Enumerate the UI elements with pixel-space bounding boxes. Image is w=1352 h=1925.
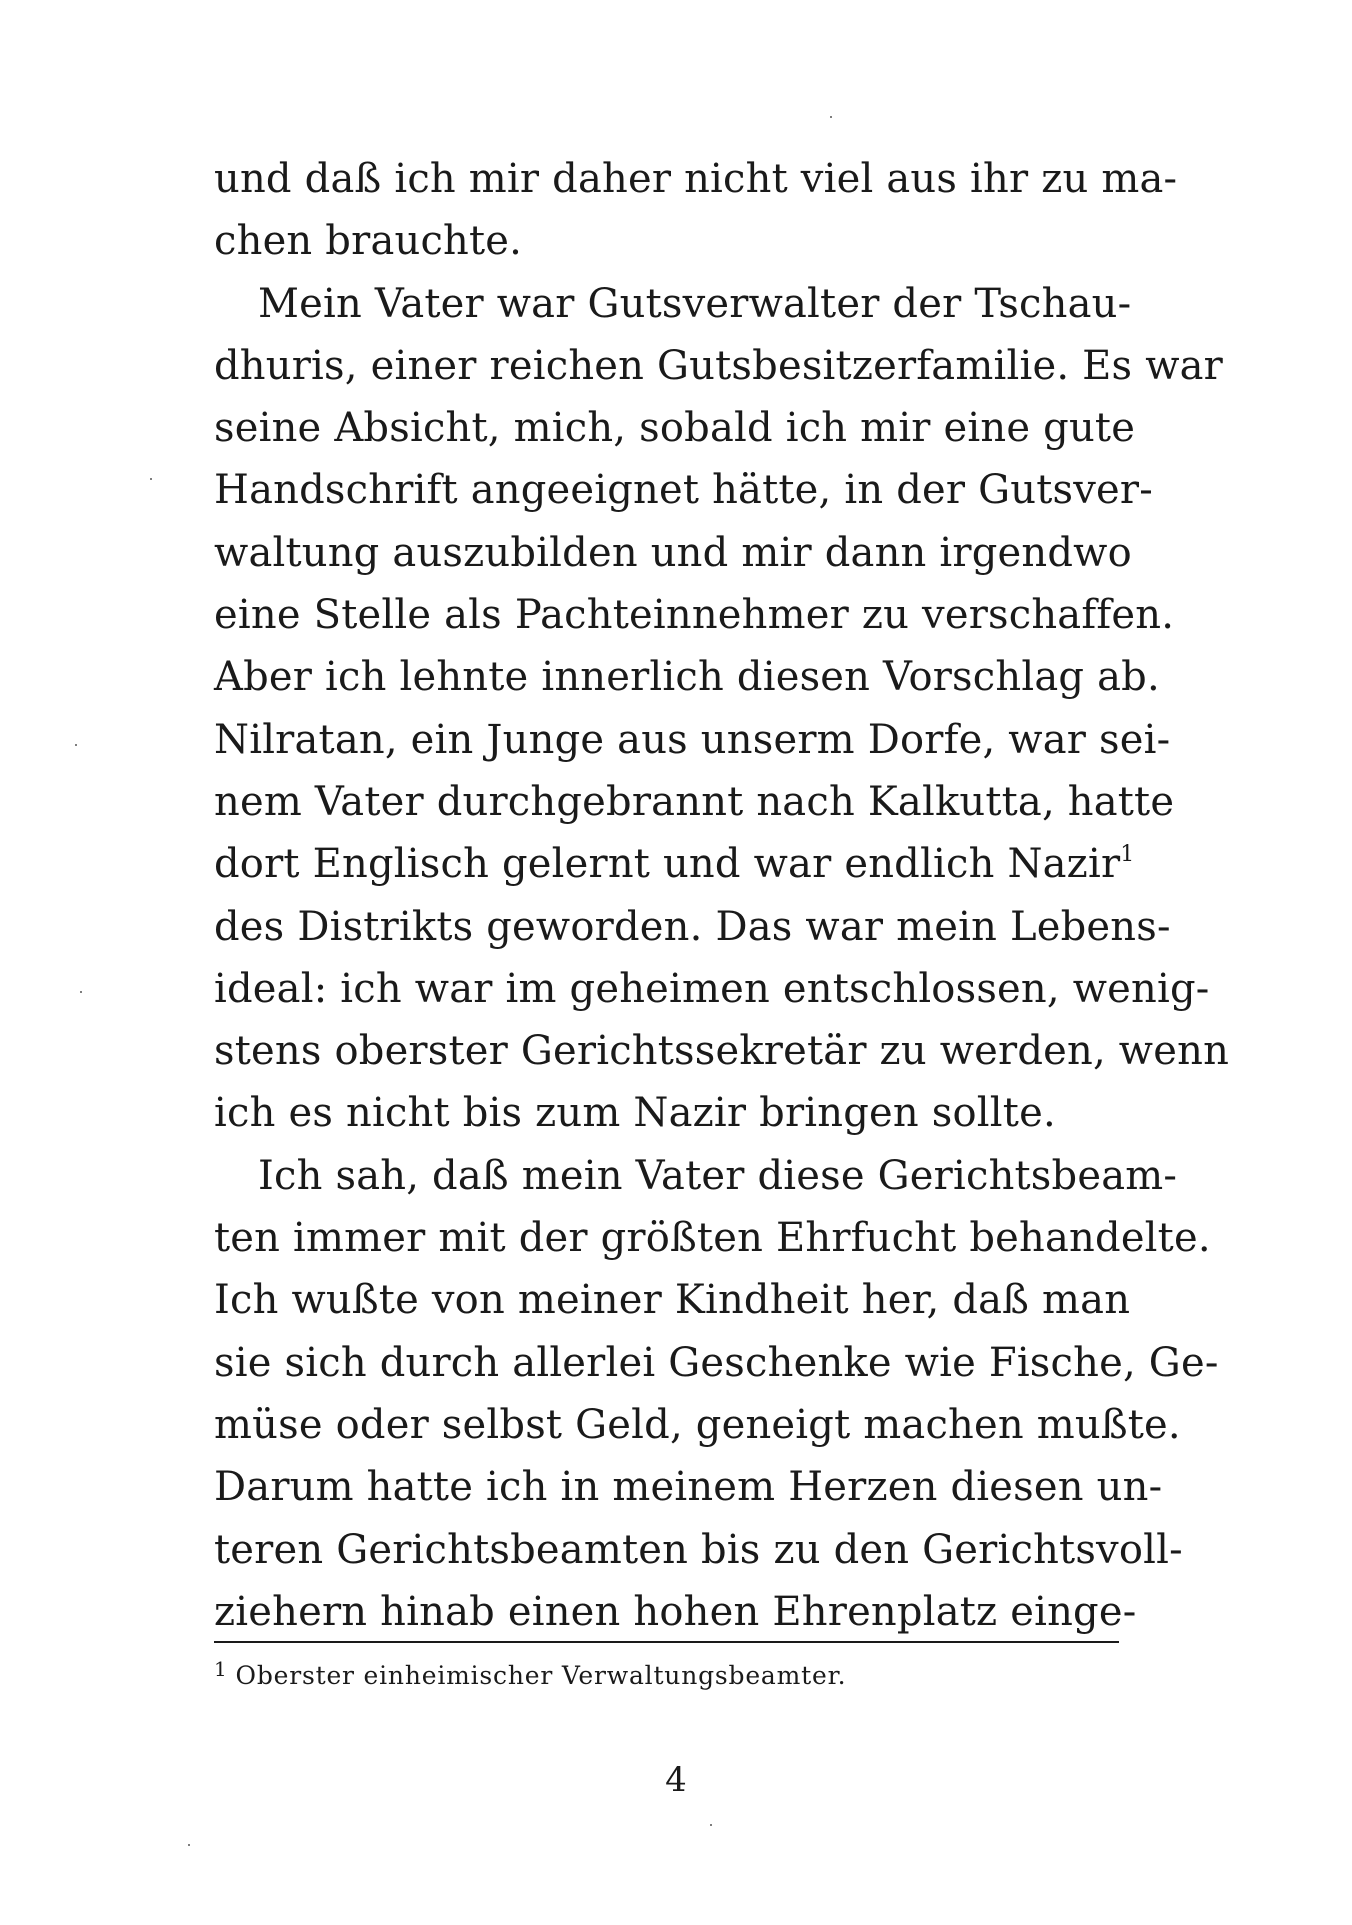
text-line: Handschrift angeeignet hätte, in der Gutsver- (214, 467, 1153, 514)
text-line: des Distrikts geworden. Das war mein Lebens- (214, 903, 1171, 950)
scan-speck (188, 1844, 190, 1846)
text-line: Ich sah, daß mein Vater diese Gerichtsbeam- (258, 1152, 1178, 1199)
text-line: teren Gerichtsbeamten bis zu den Gerichtsvoll- (214, 1526, 1183, 1573)
text-line-with-footnote-ref (214, 833, 1135, 895)
text-line: Darum hatte ich in meinem Herzen diesen un- (214, 1464, 1163, 1511)
text-line: ideal: ich war im geheimen entschlossen, wenig- (214, 965, 1210, 1012)
text-line: nem Vater durchgebrannt nach Kalkutta, hatte (214, 778, 1175, 825)
body-text (214, 148, 1230, 1643)
text-line: sie sich durch allerlei Geschenke wie Fische, Ge- (214, 1339, 1219, 1386)
text-line: ziehern hinab einen hohen Ehrenplatz einge- (214, 1588, 1137, 1635)
text-line-content: dort Englisch gelernt und war endlich Nazir (214, 841, 1121, 888)
footnote-text: Oberster einheimischer Verwaltungsbeamter. (235, 1661, 847, 1690)
text-line: waltung auszubilden und mir dann irgendwo (214, 529, 1132, 576)
text-line: stens oberster Gerichtssekretär zu werden, wenn (214, 1028, 1230, 1075)
footnote-reference: 1 (1120, 842, 1135, 868)
text-line: und daß ich mir daher nicht viel aus ihr zu ma- (214, 156, 1178, 202)
footnote-marker: 1 (214, 1657, 228, 1681)
text-line: ten immer mit der größten Ehrfucht behandelte. (214, 1215, 1211, 1262)
text-line: dhuris, einer reichen Gutsbesitzerfamilie. Es war (214, 342, 1223, 389)
text-line: ich es nicht bis zum Nazir bringen sollte. (214, 1090, 1056, 1137)
text-line: müse oder selbst Geld, geneigt machen mußte. (214, 1401, 1181, 1448)
text-line: eine Stelle als Pachteinnehmer zu verschaffen. (214, 592, 1175, 639)
scan-speck (80, 991, 82, 993)
page-number: 4 (665, 1760, 687, 1800)
text-line: Nilratan, ein Junge aus unserm Dorfe, war sei- (214, 716, 1171, 763)
text-line: Mein Vater war Gutsverwalter der Tschau- (258, 280, 1132, 327)
scan-speck (710, 1824, 712, 1826)
text-line: Aber ich lehnte innerlich diesen Vorschlag ab. (214, 654, 1160, 701)
footnote (214, 1652, 1119, 1693)
scan-speck (830, 116, 832, 118)
scan-speck (75, 744, 77, 746)
scan-speck (150, 478, 152, 480)
text-line: seine Absicht, mich, sobald ich mir eine gute (214, 405, 1136, 452)
footnote-divider (214, 1641, 1119, 1643)
text-line: chen brauchte. (214, 218, 523, 265)
text-line: Ich wußte von meiner Kindheit her, daß man (214, 1277, 1131, 1324)
